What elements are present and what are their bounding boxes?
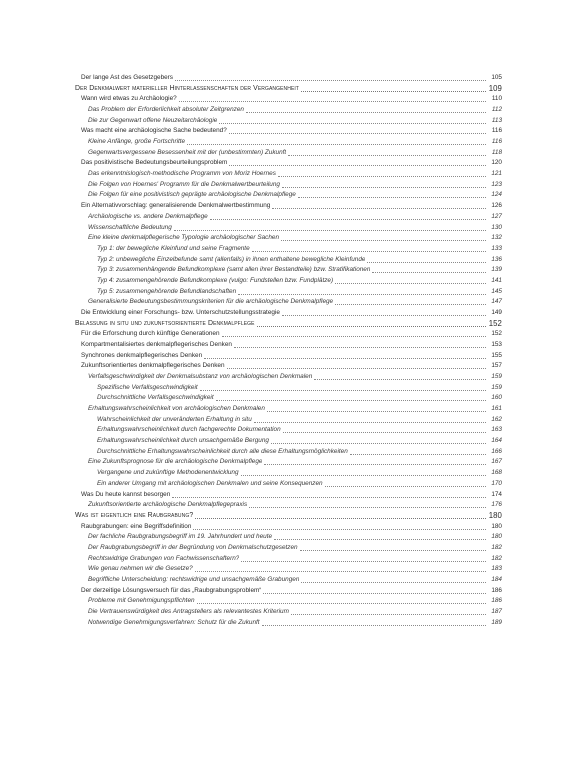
- toc-entry-page: 168: [491, 469, 502, 477]
- toc-entry[interactable]: [81, 585, 502, 596]
- toc-entry-page: 127: [491, 212, 502, 220]
- toc-entry[interactable]: [88, 574, 502, 585]
- toc-chapter[interactable]: [75, 318, 502, 329]
- toc-entry-title: Die Folgen für eine positivistisch geprägte archäologische Denkmalpflege: [88, 191, 296, 199]
- dot-leader: [229, 132, 486, 134]
- dot-leader: [367, 261, 486, 263]
- toc-entry[interactable]: [88, 168, 502, 179]
- toc-entry-page: 121: [491, 170, 502, 178]
- toc-entry[interactable]: [88, 211, 502, 222]
- toc-entry-page: 152: [491, 330, 502, 338]
- toc-entry[interactable]: [88, 553, 502, 564]
- toc-entry-title: Generalisierte Bedeutungsbestimmungskriterien für die archäologische Denkmalpflege: [88, 298, 334, 306]
- toc-entry-page: 159: [491, 383, 502, 391]
- dot-leader: [264, 463, 486, 465]
- toc-entry-title: Für die Erforschung durch künftige Generationen: [81, 330, 220, 338]
- toc-entry-page: 187: [491, 608, 502, 615]
- dot-leader: [257, 325, 486, 327]
- dot-leader: [238, 293, 486, 295]
- dot-leader: [271, 442, 486, 444]
- toc-entry-page: 126: [491, 202, 502, 210]
- dot-leader: [175, 79, 486, 81]
- toc-entry-page: 183: [491, 565, 502, 573]
- toc-entry-page: 160: [491, 394, 502, 402]
- toc-entry-title: Typ 2: unbewegliche Einzelbefunde samt (allenfalls) in ihnen enthaltene bewegliche Kleinfunde: [97, 255, 366, 263]
- dot-leader: [219, 122, 486, 124]
- toc-entry-title: Belassung in situ und zukunftsorientierte Denkmalpflege: [75, 319, 255, 327]
- toc-entry-title: Zukunftsorientiertes denkmalpflegerisches Denken: [81, 362, 225, 370]
- toc-entry-title: Gegenwartsvergessene Besessenheit mit der (unbestimmten) Zukunft: [88, 148, 287, 156]
- toc-entry[interactable]: [97, 392, 502, 403]
- toc-entry-title: Zukunftsorientierte archäologische Denkmalpflegepraxis: [88, 501, 248, 509]
- dot-leader: [263, 592, 486, 594]
- toc-entry-title: Erhaltungswahrscheinlichkeit von archäologischen Denkmalen: [88, 405, 265, 413]
- dot-leader: [187, 143, 486, 145]
- toc-entry-title: Was Du heute kannst besorgen: [81, 490, 171, 498]
- dot-leader: [197, 602, 486, 604]
- toc-entry-title: Wahrscheinlichkeit der unveränderten Erhaltung in situ: [97, 415, 252, 423]
- toc-entry-page: 124: [491, 191, 502, 199]
- toc-entry-title: Das erkenntnislogisch-methodische Programm von Moriz Hoernes: [88, 170, 276, 178]
- toc-entry-page: 112: [491, 106, 502, 114]
- toc-entry-page: 182: [491, 554, 502, 562]
- dot-leader: [350, 453, 486, 455]
- toc-entry-title: Wissenschaftliche Bedeutung: [88, 223, 172, 231]
- toc-entry-page: 174: [491, 490, 502, 498]
- toc-entry-page: 109: [488, 83, 502, 93]
- dot-leader: [288, 154, 486, 156]
- toc-entry[interactable]: [88, 147, 502, 158]
- toc-entry-title: Wie genau nehmen wir die Gesetze?: [88, 565, 193, 573]
- toc-entry-page: 141: [491, 276, 502, 284]
- toc-entry-title: Spezifische Verfallsgeschwindigkeit: [97, 383, 198, 391]
- toc-entry[interactable]: [97, 382, 502, 393]
- toc-entry-title: Probleme mit Genehmigungspflichten: [88, 597, 195, 605]
- toc-entry[interactable]: [97, 435, 502, 446]
- dot-leader: [283, 431, 486, 433]
- toc-entry[interactable]: [88, 542, 502, 553]
- toc-entry-page: 180: [488, 510, 502, 520]
- dot-leader: [282, 314, 486, 316]
- dot-leader: [195, 570, 486, 572]
- dot-leader: [174, 229, 486, 231]
- toc-entry-page: 184: [491, 575, 502, 583]
- toc-entry-page: 139: [491, 266, 502, 274]
- dot-leader: [298, 196, 486, 198]
- toc-entry-page: 132: [491, 234, 502, 242]
- toc-entry[interactable]: [81, 200, 502, 211]
- toc-entry[interactable]: [81, 72, 502, 83]
- dot-leader: [195, 517, 486, 519]
- dot-leader: [193, 528, 486, 530]
- toc-entry-page: 162: [491, 415, 502, 423]
- toc-entry-title: Der Raubgrabungsbegriff in der Begründung von Denkmalschutzgesetzen: [88, 543, 298, 551]
- toc-entry-page: 149: [491, 308, 502, 316]
- toc-entry-title: Erhaltungswahrscheinlichkeit durch unsachgemäße Bergung: [97, 437, 269, 445]
- toc-entry[interactable]: [88, 617, 502, 628]
- toc-entry-title: Typ 4: zusammengehörende Befundkomplexe (vulgo: Fundstellen bzw. Fundplätze): [97, 276, 334, 284]
- toc-entry-title: Das positivistische Bedeutungsbeurteilungsproblem: [81, 159, 228, 167]
- toc-entry[interactable]: [88, 606, 502, 617]
- toc-entry-page: 147: [491, 298, 502, 306]
- toc-entry[interactable]: [88, 456, 502, 467]
- toc-entry-page: 176: [491, 501, 502, 509]
- toc-entry-title: Kompartmentalisiertes denkmalpflegerisches Denken: [81, 341, 232, 348]
- dot-leader: [300, 549, 486, 551]
- toc-entry-title: Ein anderer Umgang mit archäologischen Denkmalen und seine Konsequenzen: [97, 479, 323, 487]
- toc-entry-page: 130: [491, 223, 502, 231]
- toc-entry-page: 155: [491, 351, 502, 359]
- dot-leader: [278, 175, 486, 177]
- toc-entry-title: Verfallsgeschwindigkeit der Denkmalsubstanz von archäologischen Denkmalen: [88, 373, 313, 381]
- dot-leader: [210, 218, 486, 220]
- dot-leader: [274, 538, 486, 540]
- toc-entry-page: 166: [491, 447, 502, 455]
- toc-entry[interactable]: [81, 350, 502, 361]
- toc-entry[interactable]: [81, 93, 502, 104]
- toc-entry[interactable]: [88, 595, 502, 606]
- toc-entry-page: 163: [491, 426, 502, 434]
- toc-entry[interactable]: [97, 424, 502, 435]
- toc-entry-title: Archäologische vs. andere Denkmalpflege: [88, 212, 208, 220]
- toc-entry-page: 186: [491, 597, 502, 605]
- toc-entry-title: Raubgrabungen: eine Begriffsdefinition: [81, 522, 192, 530]
- toc-chapter[interactable]: [75, 510, 502, 521]
- toc-entry[interactable]: [88, 371, 502, 382]
- dot-leader: [172, 496, 486, 498]
- toc-entry-title: Synchrones denkmalpflegerisches Denken: [81, 351, 203, 359]
- toc-entry-page: 161: [491, 405, 502, 413]
- dot-leader: [267, 410, 486, 412]
- dot-leader: [254, 421, 486, 423]
- toc-entry[interactable]: [88, 232, 502, 243]
- toc-entry-page: 159: [491, 373, 502, 381]
- dot-leader: [204, 357, 486, 359]
- toc-entry[interactable]: [81, 339, 502, 350]
- toc-entry-page: 118: [491, 148, 502, 156]
- dot-leader: [234, 346, 486, 348]
- toc-entry-page: 110: [491, 95, 502, 103]
- toc-entry-title: Die Folgen von Hoernes' Programm für die Denkmalwertbeurteilung: [88, 180, 280, 188]
- dot-leader: [200, 389, 486, 391]
- dot-leader: [314, 378, 486, 380]
- dot-leader: [325, 485, 486, 487]
- dot-leader: [179, 100, 486, 102]
- toc-entry[interactable]: [88, 403, 502, 414]
- toc-entry-title: Kleine Anfänge, große Fortschritte: [88, 138, 186, 146]
- toc-entry-title: Der fachliche Raubgrabungsbegriff im 19. Jahrhundert und heute: [88, 533, 273, 541]
- toc-entry-title: Was ist eigentlich eine Raubgrabung?: [75, 511, 194, 519]
- toc-entry[interactable]: [88, 104, 502, 115]
- toc-entry[interactable]: [97, 275, 502, 286]
- dot-leader: [301, 90, 486, 92]
- toc-entry-page: 167: [491, 458, 502, 466]
- toc-entry-page: 116: [491, 127, 502, 135]
- dot-leader: [262, 624, 486, 626]
- toc-entry-page: 145: [491, 287, 502, 295]
- dot-leader: [301, 581, 486, 583]
- toc-entry-title: Was macht eine archäologische Sache bedeutend?: [81, 127, 227, 135]
- dot-leader: [241, 560, 486, 562]
- toc-entry[interactable]: [97, 254, 502, 265]
- toc-entry[interactable]: [97, 467, 502, 478]
- toc-entry-title: Typ 5: zusammengehörende Befundlandschaften: [97, 287, 237, 295]
- toc-entry[interactable]: [88, 136, 502, 147]
- toc-entry[interactable]: [97, 446, 502, 457]
- toc-entry[interactable]: [88, 189, 502, 200]
- toc-entry-page: 164: [491, 437, 502, 445]
- toc-entry[interactable]: [88, 222, 502, 233]
- toc-entry-page: 105: [491, 74, 502, 81]
- toc-entry-title: Das Problem der Erforderlichkeit absoluter Zeitgrenzen: [88, 106, 244, 114]
- toc-entry-page: 113: [491, 116, 502, 124]
- toc-entry[interactable]: [81, 360, 502, 371]
- toc-entry[interactable]: [88, 179, 502, 190]
- toc-entry-title: Rechtswidrige Grabungen von Fachwissenschaftern?: [88, 554, 240, 562]
- dot-leader: [335, 303, 486, 305]
- dot-leader: [282, 186, 486, 188]
- toc-entry-page: 180: [491, 533, 502, 541]
- dot-leader: [241, 474, 486, 476]
- toc-entry-title: Typ 1: der bewegliche Kleinfund und seine Fragmente: [97, 244, 250, 252]
- toc-entry-title: Begriffliche Unterscheidung: rechtswidrige und unsachgemäße Grabungen: [88, 575, 300, 583]
- dot-leader: [335, 282, 486, 284]
- toc-entry[interactable]: [97, 264, 502, 275]
- toc-entry-title: Notwendige Genehmigungsverfahren: Schutz für die Zukunft: [88, 618, 260, 626]
- toc-entry[interactable]: [81, 157, 502, 168]
- toc-entry-page: 180: [491, 522, 502, 530]
- dot-leader: [222, 335, 486, 337]
- dot-leader: [227, 367, 486, 369]
- dot-leader: [281, 239, 486, 241]
- toc-entry-page: 157: [491, 362, 502, 370]
- toc-entry[interactable]: [81, 328, 502, 339]
- toc-entry-title: Durchschnittliche Verfallsgeschwindigkeit: [97, 394, 214, 402]
- toc-entry-page: 153: [491, 341, 502, 348]
- toc-entry[interactable]: [81, 521, 502, 532]
- toc-entry-title: Ein Alternativvorschlag: generalisierende Denkmalwertbestimmung: [81, 202, 271, 210]
- toc-entry[interactable]: [81, 125, 502, 136]
- dot-leader: [229, 164, 486, 166]
- toc-entry[interactable]: [88, 296, 502, 307]
- toc-entry-page: 189: [491, 618, 502, 626]
- toc-entry-title: Eine Zukunftsprognose für die archäologische Denkmalpflege: [88, 458, 263, 466]
- toc-entry-page: 133: [491, 244, 502, 252]
- toc-entry-title: Die Vertrauenswürdigkeit des Antragstellers als relevantestes Kriterium: [88, 608, 289, 615]
- toc-entry-title: Der Denkmalwert materieller Hinterlassenschaften der Vergangenheit: [75, 84, 300, 92]
- dot-leader: [252, 250, 486, 252]
- toc-entry-title: Typ 3: zusammenhängende Befundkomplexe (samt allen ihrer Bestandteile) bzw. Stratifikationen: [97, 266, 371, 274]
- toc-entry-page: 136: [491, 255, 502, 263]
- toc-entry-page: 123: [491, 180, 502, 188]
- toc-entry-page: 182: [491, 543, 502, 551]
- dot-leader: [272, 207, 486, 209]
- dot-leader: [246, 111, 486, 113]
- dot-leader: [249, 506, 486, 508]
- toc-entry[interactable]: [88, 499, 502, 510]
- toc-entry-title: Erhaltungswahrscheinlichkeit durch fachgerechte Dokumentation: [97, 426, 281, 434]
- toc-entry-title: Der lange Ast des Gesetzgebers: [81, 74, 174, 81]
- dot-leader: [291, 613, 486, 615]
- toc-entry-title: Die zur Gegenwart offene Neuzeitarchäologie: [88, 116, 218, 124]
- dot-leader: [372, 271, 486, 273]
- toc-entry-page: 170: [491, 479, 502, 487]
- toc-entry-title: Der derzeitige Lösungsversuch für das „Raubgrabungsproblem“: [81, 586, 262, 594]
- toc-entry-title: Vergangene und zukünftige Methodenentwicklung: [97, 469, 239, 477]
- toc-entry[interactable]: [88, 115, 502, 126]
- toc-entry-page: 120: [491, 159, 502, 167]
- toc-entry-title: Die Entwicklung einer Forschungs- bzw. Unterschutzstellungsstrategie: [81, 308, 280, 316]
- toc-entry[interactable]: [97, 243, 502, 254]
- toc-entry[interactable]: [97, 414, 502, 425]
- toc-entry-title: Wann wird etwas zu Archäologie?: [81, 95, 177, 103]
- toc-chapter[interactable]: [75, 83, 502, 94]
- toc-entry[interactable]: [81, 307, 502, 318]
- toc-entry[interactable]: [88, 563, 502, 574]
- toc-entry[interactable]: [97, 478, 502, 489]
- dot-leader: [216, 399, 486, 401]
- toc-entry-title: Durchschnittliche Erhaltungswahrscheinlichkeit durch alle diese Erhaltungsmöglichkeiten: [97, 447, 348, 455]
- toc-entry-title: Eine kleine denkmalpflegerische Typologie archäologischer Sachen: [88, 234, 280, 242]
- toc-entry[interactable]: [81, 489, 502, 500]
- toc-entry[interactable]: [88, 531, 502, 542]
- toc-entry-page: 116: [491, 138, 502, 146]
- toc-entry-page: 186: [491, 586, 502, 594]
- toc-entry[interactable]: [97, 286, 502, 297]
- toc-entry-page: 152: [488, 318, 502, 328]
